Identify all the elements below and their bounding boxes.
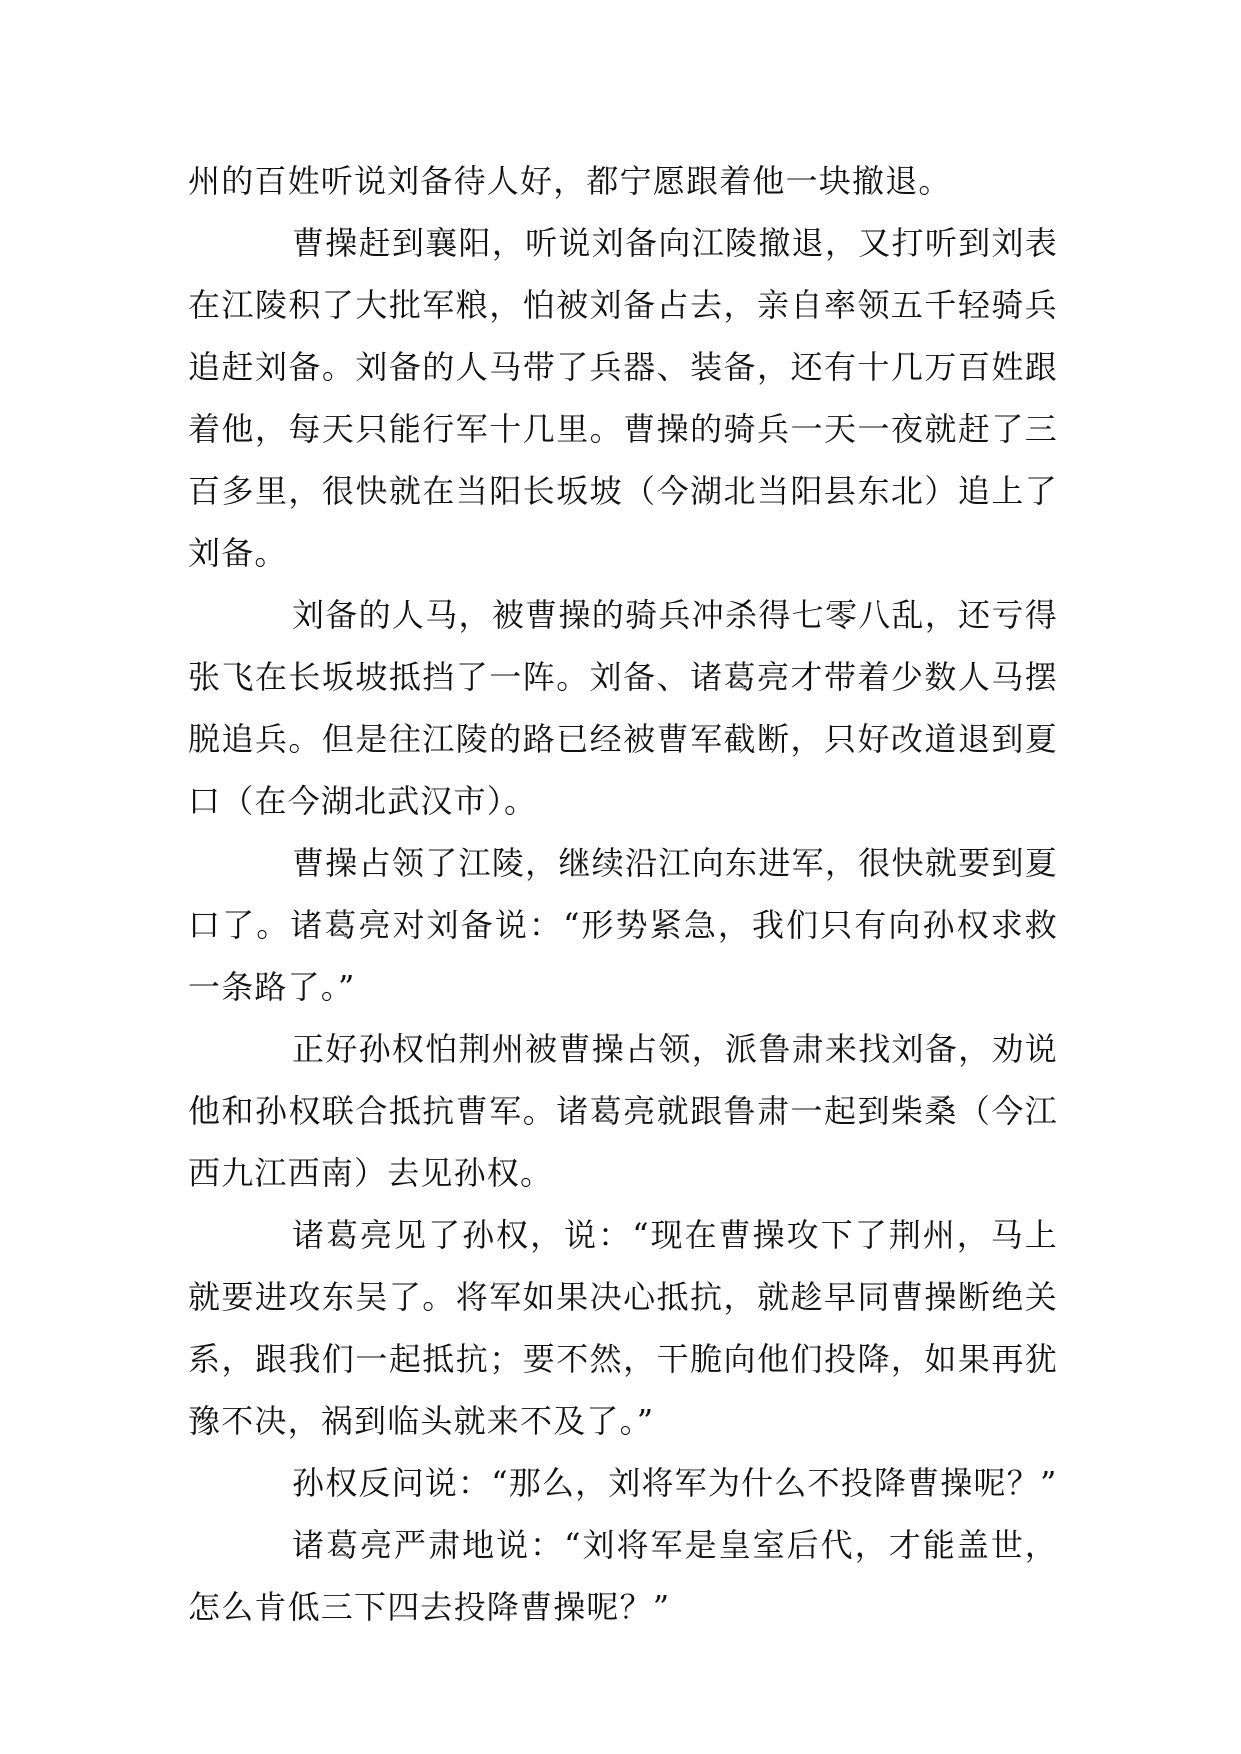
paragraph-4: 曹操占领了江陵，继续沿江向东进军，很快就要到夏口了。诸葛亮对刘备说：“形势紧急，我们只有向孙权求救一条路了。” (188, 844, 1058, 1006)
paragraph-1: 州的百姓听说刘备待人好，都宁愿跟着他一块撤退。 (188, 162, 952, 200)
document-body (188, 150, 1058, 1638)
paragraph-6: 诸葛亮见了孙权，说：“现在曹操攻下了荆州，马上就要进攻东吴了。将军如果决心抵抗，就趁早同曹操断绝关系，跟我们一起抵抗；要不然，干脆向他们投降，如果再犹豫不决，祸到临头就来不及了。” (188, 1216, 1058, 1440)
paragraph-3: 刘备的人马，被曹操的骑兵冲杀得七零八乱，还亏得张飞在长坂坡抵挡了一阵。刘备、诸葛亮才带着少数人马摆脱追兵。但是往江陵的路已经被曹军截断，只好改道退到夏口（在今湖北武汉市）。 (188, 596, 1058, 820)
paragraph-7: 孙权反问说：“那么，刘将军为什么不投降曹操呢？” (292, 1464, 1058, 1502)
paragraph-2: 曹操赶到襄阳，听说刘备向江陵撤退，又打听到刘表在江陵积了大批军粮，怕被刘备占去，亲自率领五千轻骑兵追赶刘备。刘备的人马带了兵器、装备，还有十几万百姓跟着他，每天只能行军十几里。曹操的骑兵一天一夜就赶了三百多里，很快就在当阳长坂坡（今湖北当阳县东北）追上了刘备。 (188, 224, 1058, 572)
paragraph-5: 正好孙权怕荆州被曹操占领，派鲁肃来找刘备，劝说他和孙权联合抵抗曹军。诸葛亮就跟鲁肃一起到柴桑（今江西九江西南）去见孙权。 (188, 1030, 1058, 1192)
paragraph-8: 诸葛亮严肃地说：“刘将军是皇室后代，才能盖世，怎么肯低三下四去投降曹操呢？” (188, 1526, 1058, 1626)
